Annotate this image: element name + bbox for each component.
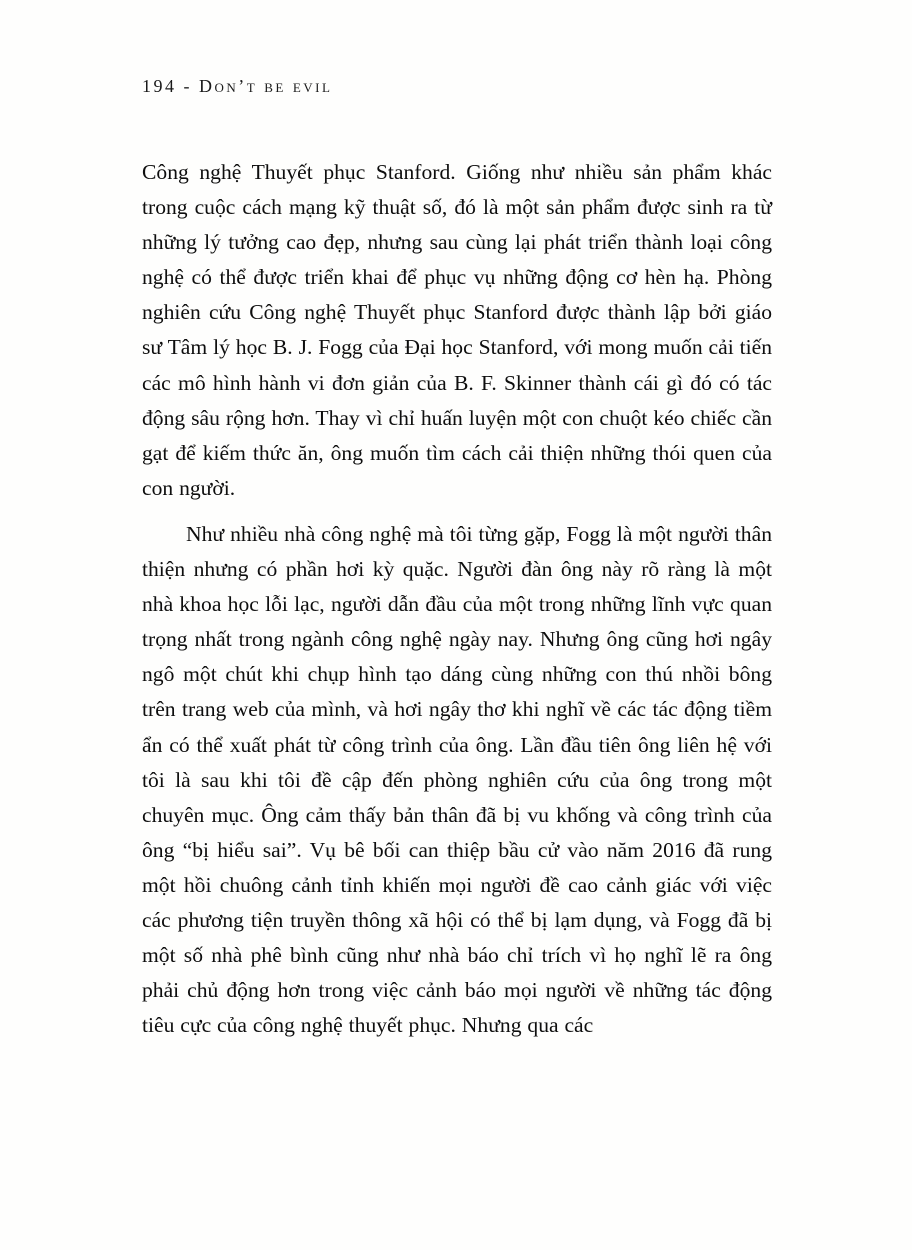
paragraph-2: Như nhiều nhà công nghệ mà tôi từng gặp, Fogg là một người thân thiện nhưng có phần hơi kỳ quặc. Người đàn ông này rõ ràng là một nhà khoa học lỗi lạc, người dẫn đầu của một trong những lĩnh vực quan trọng nhất trong ngành công nghệ ngày nay. Nhưng ông cũng hơi ngây ngô một chút khi chụp hình tạo dáng cùng những con thú nhồi bông trên trang web của mình, và hơi ngây thơ khi nghĩ về các tác động tiềm ẩn có thể xuất phát từ công trình của ông. Lần đầu tiên ông liên hệ với tôi là sau khi tôi đề cập đến phòng nghiên cứu của ông trong một chuyên mục. Ông cảm thấy bản thân đã bị vu khống và công trình của ông “bị hiểu sai”. Vụ bê bối can thiệp bầu cử vào năm 2016 đã rung một hồi chuông cảnh tỉnh khiến mọi người đề cao cảnh giác với việc các phương tiện truyền thông xã hội có thể bị lạm dụng, và Fogg đã bị một số nhà phê bình cũng như nhà báo chỉ trích vì họ nghĩ lẽ ra ông phải chủ động hơn trong việc cảnh báo mọi người về những tác động tiêu cực của công nghệ thuyết phục. Nhưng qua các [142, 521, 772, 1038]
page-body [142, 155, 772, 1043]
page-number-and-book-title: 194 - Don’t be evil [142, 76, 333, 96]
paragraph-1: Công nghệ Thuyết phục Stanford. Giống như nhiều sản phẩm khác trong cuộc cách mạng kỹ thuật số, đó là một sản phẩm được sinh ra từ những lý tưởng cao đẹp, nhưng sau cùng lại phát triển thành loại công nghệ có thể được triển khai để phục vụ những động cơ hèn hạ. Phòng nghiên cứu Công nghệ Thuyết phục Stanford được thành lập bởi giáo sư Tâm lý học B. J. Fogg của Đại học Stanford, với mong muốn cải tiến các mô hình hành vi đơn giản của B. F. Skinner thành cái gì đó có tác động sâu rộng hơn. Thay vì chỉ huấn luyện một con chuột kéo chiếc cần gạt để kiếm thức ăn, ông muốn tìm cách cải thiện những thói quen của con người. [142, 160, 772, 500]
running-header [142, 76, 772, 97]
